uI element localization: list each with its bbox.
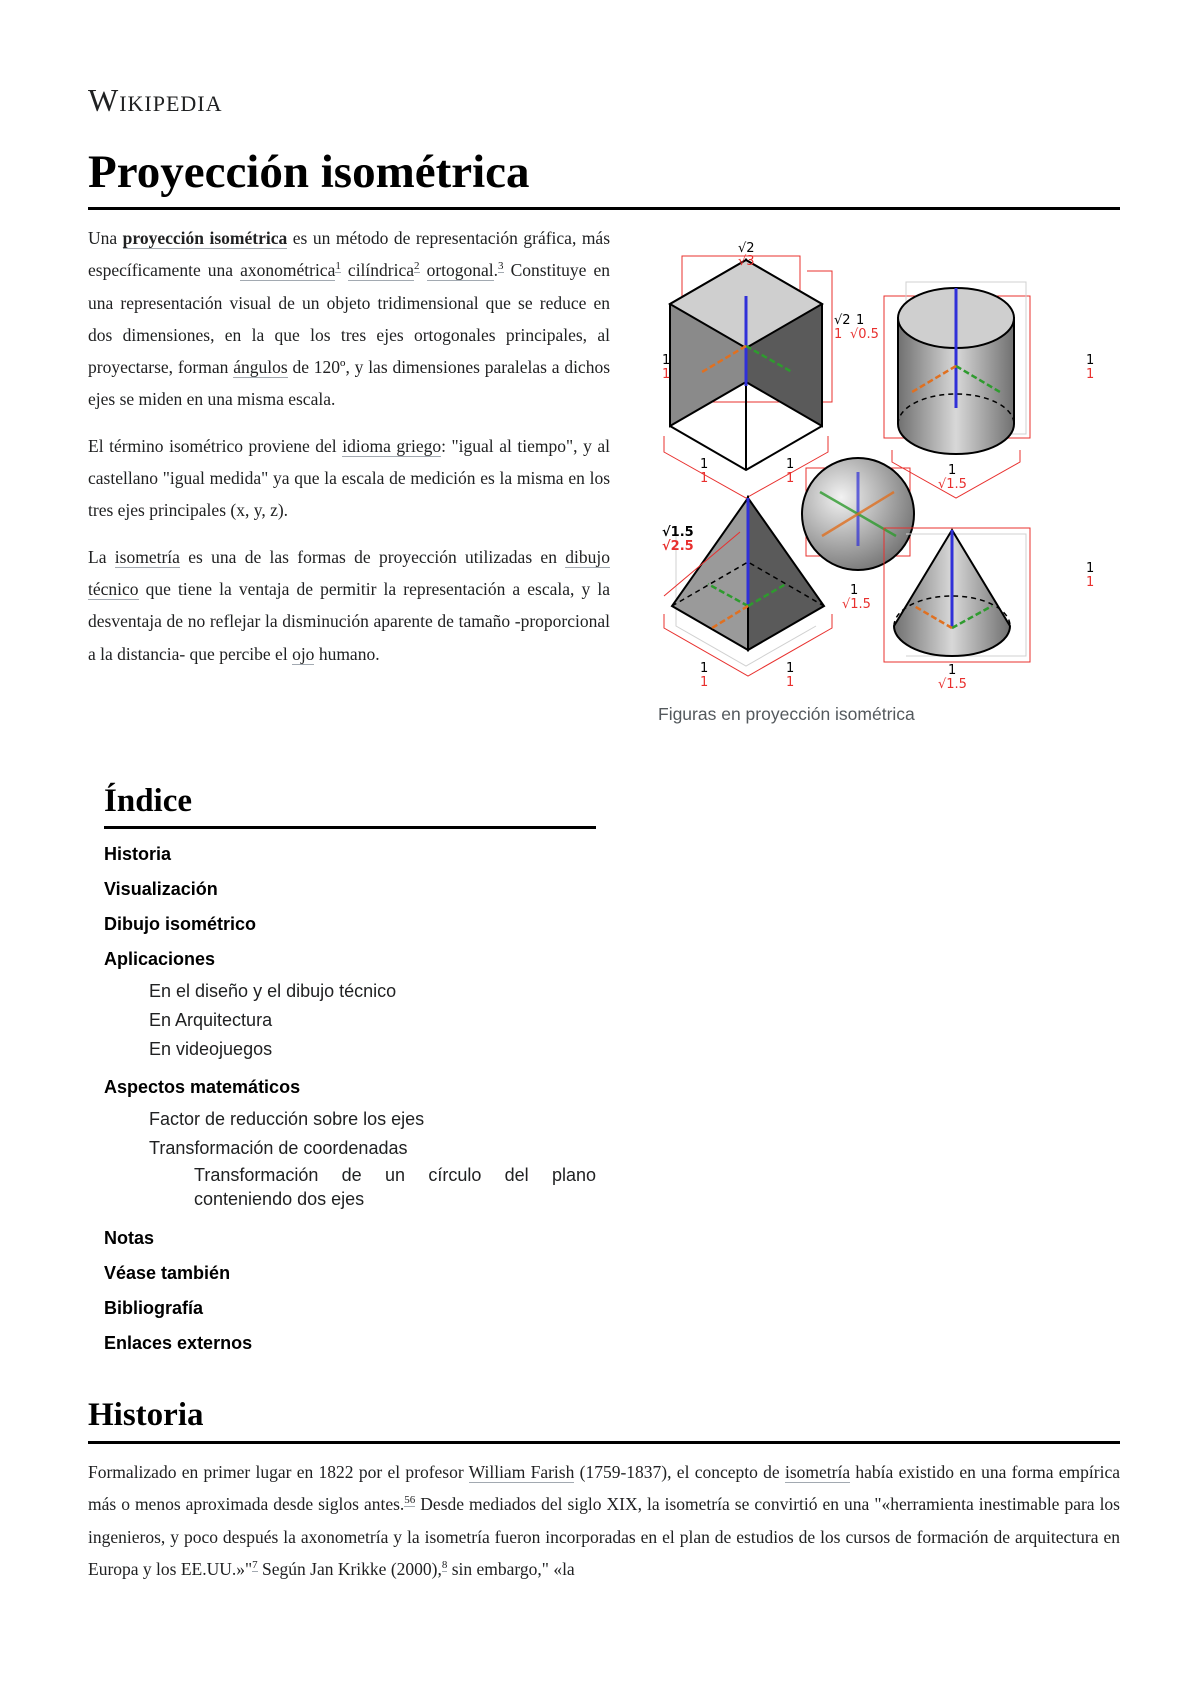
- label: 1: [948, 463, 957, 478]
- toc-subitem-transformacion-coordenadas[interactable]: Transformación de coordenadas: [149, 1138, 408, 1158]
- intro-paragraph-1: [88, 222, 610, 416]
- label: 1: [786, 675, 795, 690]
- label: 1: [1086, 353, 1095, 368]
- text: Formalizado en primer lugar en 1822 por el profesor: [88, 1462, 469, 1482]
- ref-7[interactable]: 7: [252, 1559, 258, 1572]
- label: 1: [786, 457, 795, 472]
- text: Una: [88, 228, 123, 248]
- section-heading-historia: Historia: [88, 1397, 204, 1433]
- label: 1: [662, 367, 671, 382]
- label: 1: [948, 663, 957, 678]
- text: había existido en una forma empírica más o menos aproximada desde siglos antes.: [88, 1462, 1120, 1515]
- link-angulos[interactable]: ángulos: [233, 357, 288, 378]
- text: (1759-1837), el concepto de: [574, 1462, 785, 1482]
- label: 1: [850, 583, 859, 598]
- section-divider: [88, 1441, 1120, 1444]
- text: es un método de representación gráfica, más específicamente una: [88, 228, 611, 281]
- ref-2[interactable]: 2: [414, 260, 420, 273]
- label: 1: [700, 457, 709, 472]
- page-title: Proyección isométrica: [88, 146, 530, 198]
- historia-paragraph: [88, 1456, 1120, 1585]
- label: √2: [738, 241, 755, 256]
- label: √1.5: [938, 677, 967, 692]
- toc-item-notas[interactable]: Notas: [104, 1228, 155, 1248]
- label: 1: [700, 661, 709, 676]
- label: 1: [834, 327, 843, 342]
- cone-shape: [884, 528, 1030, 662]
- intro-section: [88, 222, 610, 684]
- intro-paragraph-2: [88, 430, 610, 527]
- link-proyeccion-isometrica[interactable]: proyección isométrica: [122, 228, 288, 248]
- toc-item-aspectos-matematicos[interactable]: Aspectos matemáticos: [104, 1077, 301, 1097]
- link-cilindrica[interactable]: cilíndrica: [347, 260, 414, 281]
- toc-divider: [104, 826, 596, 829]
- link-idioma-griego[interactable]: idioma griego: [342, 435, 442, 456]
- ref-1[interactable]: 1: [335, 260, 341, 273]
- label: √3: [738, 254, 755, 269]
- label: √1.5: [662, 525, 694, 540]
- text: : "igual al tiempo", y al castellano "igual medida" ya que la escala de medición es la misma en los tres ejes principales (x, y, z).: [88, 435, 611, 521]
- label: 1: [786, 661, 795, 676]
- text: Según Jan Krikke (2000),: [257, 1558, 442, 1579]
- ref-6[interactable]: 6: [409, 1494, 416, 1507]
- cylinder-shape: [884, 282, 1030, 498]
- link-dibujo-tecnico[interactable]: dibujo técnico: [88, 546, 610, 599]
- link-axonometrica[interactable]: axonométrica: [240, 260, 336, 281]
- toc-item-vease-tambien[interactable]: Véase también: [104, 1263, 231, 1283]
- ref-5[interactable]: 5: [404, 1494, 410, 1507]
- figure-caption: Figuras en proyección isométrica: [658, 704, 915, 724]
- text: sin embargo," «la: [447, 1558, 575, 1579]
- table-of-contents: [104, 778, 596, 1361]
- toc-item-historia[interactable]: Historia: [104, 844, 172, 864]
- label: 1: [1086, 561, 1095, 576]
- label: √1.5: [938, 477, 967, 492]
- ref-8[interactable]: 8: [441, 1559, 448, 1572]
- text: La: [88, 546, 115, 567]
- text: de 120º, y las dimensiones paralelas a dichos ejes se miden en una misma escala.: [88, 357, 611, 410]
- text: Constituye en una representación visual de un objeto tridimensional que se reduce en dos dimensiones, en la que los tres ejes ortogonales principales, al proyectarse, forman: [88, 260, 611, 378]
- text: que tiene la ventaja de permitir la representación a escala, y la desventaja de no reflejar la disminución aparente de tamaño -proporcional a la distancia- que percibe el: [88, 578, 610, 664]
- link-isometria-historia[interactable]: isometría: [785, 1462, 851, 1482]
- wikipedia-wordmark[interactable]: Wikipedia: [88, 82, 223, 118]
- text: El término isométrico proviene del: [88, 435, 343, 456]
- isometric-figures-image[interactable]: [662, 236, 1102, 696]
- link-ojo[interactable]: ojo: [292, 643, 315, 664]
- label: 1: [1086, 575, 1095, 590]
- link-ortogonal[interactable]: ortogonal: [426, 260, 494, 281]
- text: .: [493, 260, 499, 281]
- label: √2.5: [662, 539, 694, 554]
- title-divider: [88, 207, 1120, 210]
- label: 1: [700, 675, 709, 690]
- link-isometria[interactable]: isometría: [114, 546, 180, 567]
- label: 1: [786, 471, 795, 486]
- label: 1: [662, 353, 671, 368]
- text: humano.: [314, 643, 380, 664]
- toc-item-bibliografia[interactable]: Bibliografía: [104, 1298, 204, 1318]
- text: es una de las formas de proyección utilizadas en: [179, 546, 566, 567]
- toc-item-visualizacion[interactable]: Visualización: [104, 879, 218, 899]
- intro-paragraph-3: [88, 541, 610, 670]
- sphere-shape: [802, 458, 914, 570]
- label: √1.5: [842, 597, 871, 612]
- toc-item-aplicaciones[interactable]: Aplicaciones: [104, 949, 216, 969]
- label: √2: [834, 313, 851, 328]
- toc-title: Índice: [104, 783, 193, 819]
- cube-shape: [664, 256, 832, 498]
- toc-item-enlaces-externos[interactable]: Enlaces externos: [104, 1333, 253, 1353]
- toc-item-dibujo-isometrico[interactable]: Dibujo isométrico: [104, 914, 257, 934]
- toc-subitem-factor-reduccion[interactable]: Factor de reducción sobre los ejes: [149, 1109, 425, 1129]
- label: 1: [700, 471, 709, 486]
- toc-subitem-transformacion-circulo[interactable]: Transformación de un círculo del plano conteniendo dos ejes: [194, 1165, 596, 1209]
- label: √0.5: [850, 327, 879, 342]
- link-william-farish[interactable]: William Farish: [468, 1462, 575, 1482]
- toc-subitem-videojuegos[interactable]: En videojuegos: [149, 1039, 273, 1059]
- label: 1: [856, 313, 865, 328]
- toc-subitem-arquitectura[interactable]: En Arquitectura: [149, 1010, 273, 1030]
- text: Desde mediados del siglo XIX, la isometría se convirtió en una "«herramienta inestimable para los ingenieros, y poco después la axonometría y la isometría fueron incorporadas en el plan de estudios de los cursos de formación de arquitectura en Europa y los EE.UU.»": [88, 1494, 1120, 1579]
- toc-subitem-diseno[interactable]: En el diseño y el dibujo técnico: [149, 981, 397, 1001]
- ref-3[interactable]: 3: [498, 260, 504, 273]
- label: 1: [1086, 367, 1095, 382]
